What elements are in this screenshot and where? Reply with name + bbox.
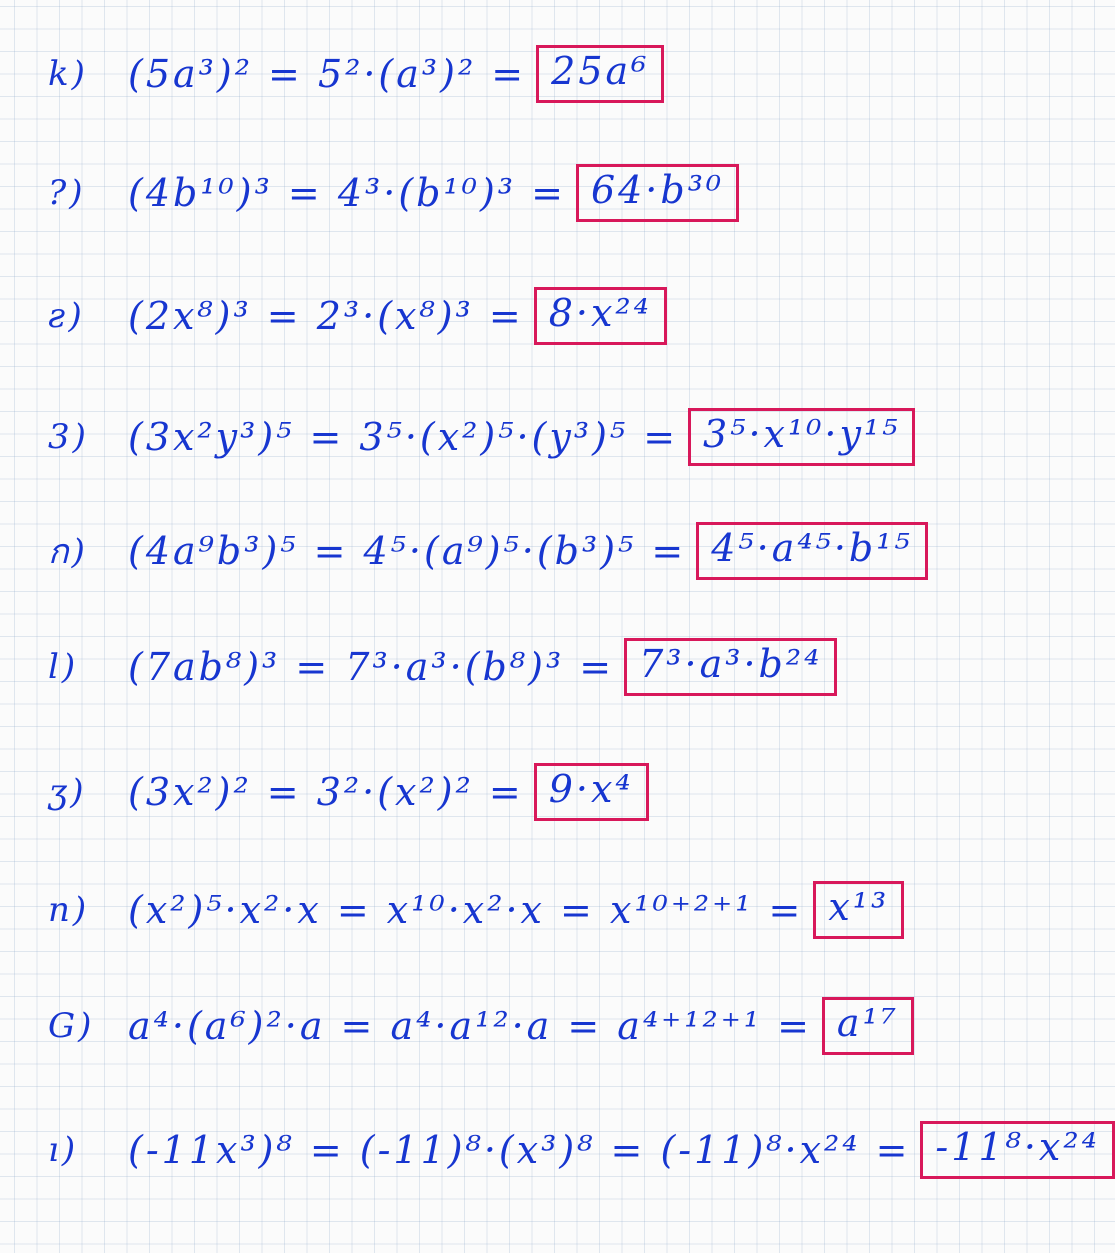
exercise-expression: (2x⁸)³ = 2³·(x⁸)³ = [128,294,524,338]
boxed-answer: a¹⁷ [822,997,914,1055]
exercise-label: n) [48,890,90,930]
exercise-expression: (-11x³)⁸ = (-11)⁸·(x³)⁸ = (-11)⁸·x²⁴ = [128,1128,911,1172]
exercise-row [48,1110,1115,1190]
exercise-row [48,153,739,233]
exercise-label: ʒ) [48,772,87,812]
exercise-expression: (4a⁹b³)⁵ = 4⁵·(a⁹)⁵·(b³)⁵ = [128,529,687,573]
exercise-expression: (x²)⁵·x²·x = x¹⁰·x²·x = x¹⁰⁺²⁺¹ = [128,888,804,932]
boxed-answer: x¹³ [813,881,904,939]
exercise-label: 3) [48,417,89,457]
boxed-answer: 7³·a³·b²⁴ [624,638,837,696]
exercise-row [48,511,928,591]
exercise-label: G) [48,1006,95,1046]
exercise-label: ก) [48,532,88,572]
exercise-row [48,752,649,832]
exercise-row [48,870,904,950]
exercise-expression: (4b¹⁰)³ = 4³·(b¹⁰)³ = [128,171,566,215]
exercise-label: l) [48,647,79,687]
boxed-answer: 8·x²⁴ [534,287,667,345]
exercise-expression: a⁴·(a⁶)²·a = a⁴·a¹²·a = a⁴⁺¹²⁺¹ = [128,1004,812,1048]
exercise-label: k) [48,54,88,94]
exercise-label: ƨ) [48,296,85,336]
boxed-answer: 9·x⁴ [534,763,649,821]
exercise-label: ?) [48,173,86,213]
exercise-expression: (3x²y³)⁵ = 3⁵·(x²)⁵·(y³)⁵ = [128,415,679,459]
boxed-answer: 3⁵·x¹⁰·y¹⁵ [688,408,915,466]
exercise-expression: (5a³)² = 5²·(a³)² = [128,52,527,96]
boxed-answer: 4⁵·a⁴⁵·b¹⁵ [696,522,927,580]
exercise-row [48,34,664,114]
boxed-answer: 25a⁶ [536,45,664,103]
exercise-label: ı) [48,1130,79,1170]
exercise-row [48,397,915,477]
exercise-expression: (7ab⁸)³ = 7³·a³·(b⁸)³ = [128,645,615,689]
exercise-expression: (3x²)² = 3²·(x²)² = [128,770,524,814]
boxed-answer: -11⁸·x²⁴ [920,1121,1114,1179]
exercise-row [48,627,837,707]
exercise-row [48,276,667,356]
exercise-row [48,986,914,1066]
boxed-answer: 64·b³⁰ [576,164,739,222]
